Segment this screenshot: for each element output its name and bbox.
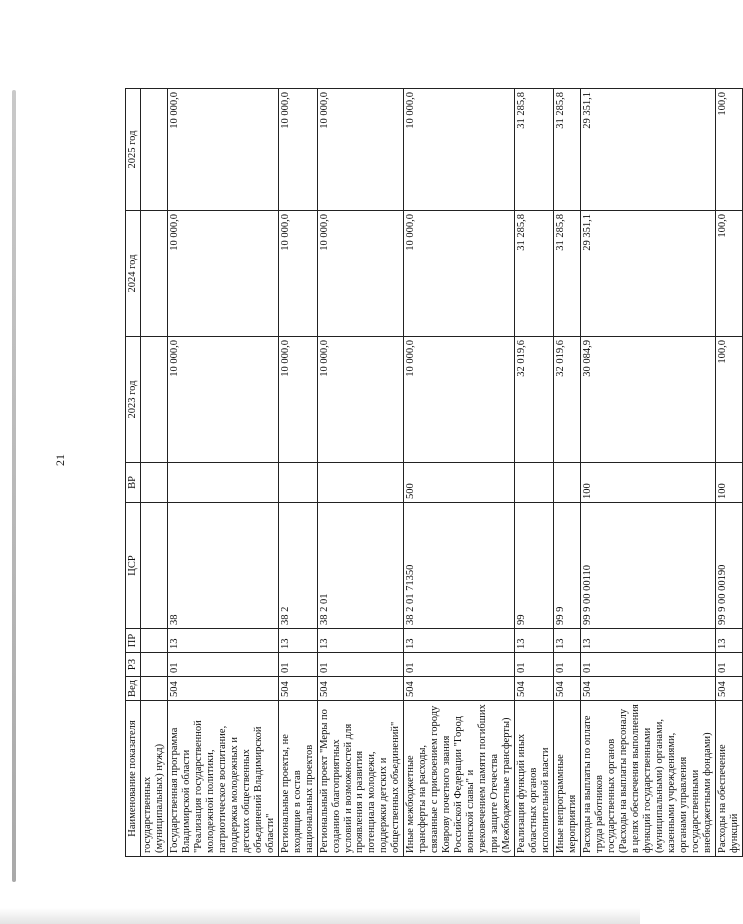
row-ved: 504 bbox=[167, 677, 278, 701]
row-2024 bbox=[141, 211, 168, 337]
row-name: Региональные проекты, не входящие в состав национальных проектов bbox=[278, 701, 317, 857]
row-rz: 01 bbox=[715, 653, 742, 677]
row-2024: 10 000,0 bbox=[317, 211, 404, 337]
row-pr: 13 bbox=[167, 629, 278, 653]
header-2023: 2023 год bbox=[126, 337, 141, 463]
header-2024: 2024 год bbox=[126, 211, 141, 337]
row-2024: 31 285,8 bbox=[515, 211, 554, 337]
row-rz: 01 bbox=[278, 653, 317, 677]
row-ved: 504 bbox=[404, 677, 515, 701]
row-ved: 504 bbox=[278, 677, 317, 701]
row-2023: 30 084,9 bbox=[580, 337, 715, 463]
row-pr bbox=[141, 629, 168, 653]
row-ved: 504 bbox=[553, 677, 580, 701]
row-csr: 99 9 bbox=[553, 503, 580, 629]
row-pr: 13 bbox=[278, 629, 317, 653]
row-2024: 10 000,0 bbox=[404, 211, 515, 337]
row-2023: 10 000,0 bbox=[278, 337, 317, 463]
row-2025: 29 351,1 bbox=[580, 89, 715, 211]
scan-bottom-edge bbox=[0, 908, 640, 924]
row-csr: 38 bbox=[167, 503, 278, 629]
row-pr: 13 bbox=[580, 629, 715, 653]
table-row bbox=[580, 89, 715, 857]
table-row bbox=[317, 89, 404, 857]
row-vr bbox=[515, 463, 554, 503]
header-vr: ВР bbox=[126, 463, 141, 503]
row-2025: 100,0 bbox=[715, 89, 742, 211]
row-2024: 10 000,0 bbox=[278, 211, 317, 337]
row-csr bbox=[141, 503, 168, 629]
row-name: государственных (муниципальных) нужд) bbox=[141, 701, 168, 857]
row-2023: 10 000,0 bbox=[317, 337, 404, 463]
row-name: Иные непрограммные мероприятия bbox=[553, 701, 580, 857]
row-csr: 99 bbox=[515, 503, 554, 629]
row-pr: 13 bbox=[317, 629, 404, 653]
row-2023 bbox=[141, 337, 168, 463]
row-2023: 32 019,6 bbox=[553, 337, 580, 463]
table-row bbox=[167, 89, 278, 857]
row-name: Реализация функций иных областных органов исполнительной власти bbox=[515, 701, 554, 857]
row-name: Расходы на выплаты по оплате труда работников государственных органов (Расходы на выплаты персоналу в целях обеспечения выполнения функций государственными (муниципальными) органами, казенными учреждениями, органами управления государственными внебюджетными фондами) bbox=[580, 701, 715, 857]
row-2023: 32 019,6 bbox=[515, 337, 554, 463]
rotated-table-frame bbox=[125, 89, 740, 857]
row-csr: 38 2 01 bbox=[317, 503, 404, 629]
table-row bbox=[141, 89, 168, 857]
header-pr: ПР bbox=[126, 629, 141, 653]
row-pr: 13 bbox=[715, 629, 742, 653]
row-ved bbox=[141, 677, 168, 701]
row-pr: 13 bbox=[515, 629, 554, 653]
row-vr: 100 bbox=[715, 463, 742, 503]
row-name: Региональный проект "Меры по созданию благоприятных условий и возможностей для проявления и развития потенциала молодежи, поддержки детских и общественных объединений" bbox=[317, 701, 404, 857]
row-vr bbox=[278, 463, 317, 503]
header-2025: 2025 год bbox=[126, 89, 141, 211]
row-rz: 01 bbox=[515, 653, 554, 677]
page-number: 21 bbox=[53, 454, 67, 466]
row-2025: 10 000,0 bbox=[167, 89, 278, 211]
budget-table bbox=[125, 88, 743, 857]
table-row bbox=[278, 89, 317, 857]
row-2023: 10 000,0 bbox=[167, 337, 278, 463]
row-name: Расходы на обеспечение функций bbox=[715, 701, 742, 857]
row-ved: 504 bbox=[317, 677, 404, 701]
row-pr: 13 bbox=[553, 629, 580, 653]
row-csr: 99 9 00 00110 bbox=[580, 503, 715, 629]
table-row bbox=[515, 89, 554, 857]
table-row bbox=[553, 89, 580, 857]
row-2025: 10 000,0 bbox=[317, 89, 404, 211]
row-2025: 10 000,0 bbox=[404, 89, 515, 211]
table-row bbox=[404, 89, 515, 857]
row-ved: 504 bbox=[715, 677, 742, 701]
row-2024: 31 285,8 bbox=[553, 211, 580, 337]
row-name: Государственная программа Владимирской области "Реализация государственной молодежной политики, патриотическое воспитание, поддержка молодежных и детских общественных объединений Владимирской области" bbox=[167, 701, 278, 857]
row-rz bbox=[141, 653, 168, 677]
row-vr bbox=[167, 463, 278, 503]
row-csr: 38 2 01 71350 bbox=[404, 503, 515, 629]
row-2024: 10 000,0 bbox=[167, 211, 278, 337]
header-rz: РЗ bbox=[126, 653, 141, 677]
row-rz: 01 bbox=[580, 653, 715, 677]
row-2025 bbox=[141, 89, 168, 211]
header-ved: Вед bbox=[126, 677, 141, 701]
row-vr bbox=[141, 463, 168, 503]
row-2024: 100,0 bbox=[715, 211, 742, 337]
table-header-row bbox=[126, 89, 141, 857]
row-ved: 504 bbox=[580, 677, 715, 701]
row-pr: 13 bbox=[404, 629, 515, 653]
row-2024: 29 351,1 bbox=[580, 211, 715, 337]
row-rz: 01 bbox=[317, 653, 404, 677]
row-csr: 99 9 00 00190 bbox=[715, 503, 742, 629]
row-rz: 01 bbox=[167, 653, 278, 677]
row-vr: 100 bbox=[580, 463, 715, 503]
row-2023: 100,0 bbox=[715, 337, 742, 463]
row-vr bbox=[553, 463, 580, 503]
header-name: Наименование показателя bbox=[126, 701, 141, 857]
table-row bbox=[715, 89, 742, 857]
header-csr: ЦСР bbox=[126, 503, 141, 629]
row-2025: 31 285,8 bbox=[553, 89, 580, 211]
row-2025: 10 000,0 bbox=[278, 89, 317, 211]
binder-edge bbox=[12, 90, 16, 882]
row-vr: 500 bbox=[404, 463, 515, 503]
row-csr: 38 2 bbox=[278, 503, 317, 629]
row-ved: 504 bbox=[515, 677, 554, 701]
row-rz: 01 bbox=[553, 653, 580, 677]
row-rz: 01 bbox=[404, 653, 515, 677]
row-2023: 10 000,0 bbox=[404, 337, 515, 463]
row-vr bbox=[317, 463, 404, 503]
row-2025: 31 285,8 bbox=[515, 89, 554, 211]
row-name: Иные межбюджетные трансферты на расходы, связанные с присвоением городу Коврову почетного звания Российской Федерации "Город воинской славы" и увековечением памяти погибших при защите Отечества (Межбюджетные трансферты) bbox=[404, 701, 515, 857]
